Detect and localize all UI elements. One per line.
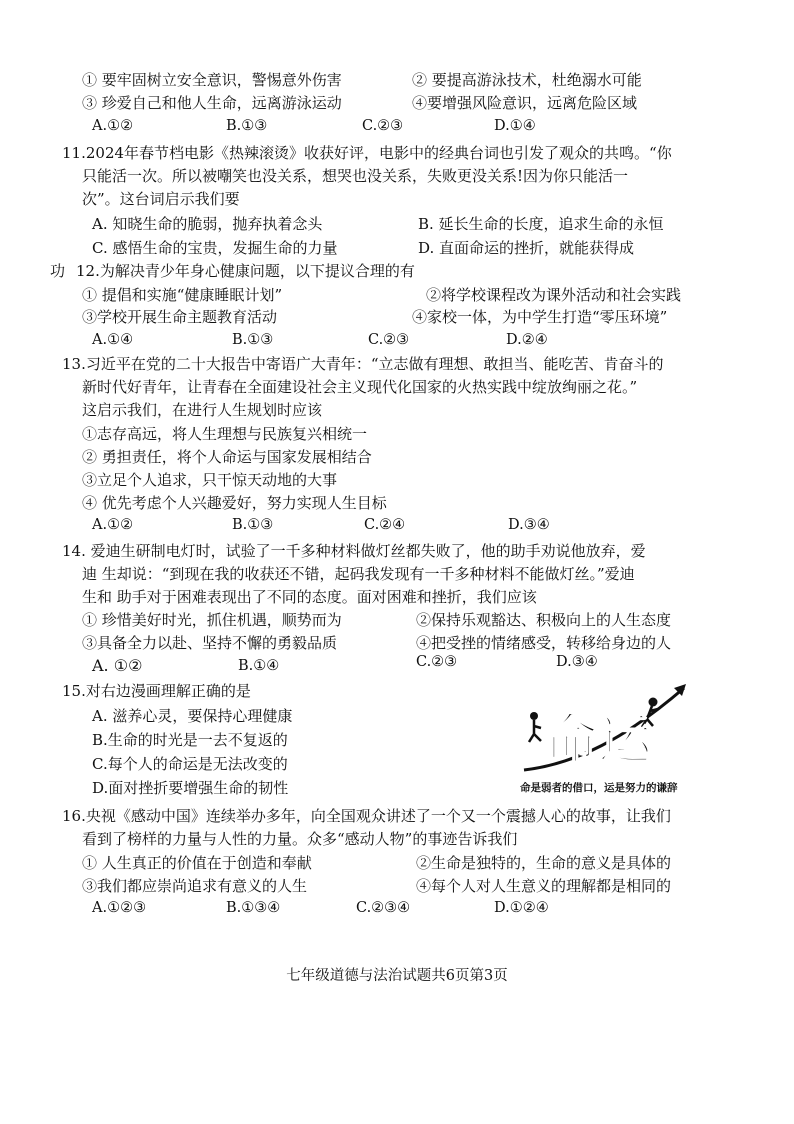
q12-stem: 12.为解决青少年身心健康问题，以下提议合理的有 <box>76 262 415 280</box>
q14-option-b: B.①④ <box>238 658 280 674</box>
q10-option-b: B.①③ <box>226 118 268 134</box>
q12-statement-2: ②将学校课程改为课外活动和社会实践 <box>426 286 682 304</box>
q11-stem-line-3: 次”。这台词启示我们要 <box>82 190 240 208</box>
q13-stem-line-3: 这启示我们，在进行人生规划时应该 <box>82 401 323 419</box>
q16-option-c: C.②③④ <box>356 900 411 916</box>
q11-option-b: B. 延长生命的长度，追求生命的永恒 <box>418 215 664 233</box>
q11-option-a: A. 知晓生命的脆弱，抛弃执着念头 <box>92 215 323 233</box>
q14-stem-line-1: 14. 爱迪生研制电灯时，试验了一千多种材料做灯丝都失败了，他的助手劝说他放弃，爱 <box>62 542 646 560</box>
q13-statement-3: ③立足个人追求，只干惊天动地的大事 <box>82 471 338 489</box>
q12-option-c: C.②③ <box>368 332 410 348</box>
q12-statement-1: ① 提倡和实施“健康睡眠计划” <box>82 286 283 304</box>
cartoon-caption: 命是弱者的借口，运是努力的谦辞 <box>520 782 678 794</box>
cartoon-title-text: 命运 <box>544 708 652 771</box>
q11-stem-line-2: 只能活一次。所以被嘲笑也没关系，想哭也没关系，失败更没关系!因为你只能活一 <box>82 167 629 185</box>
q10-statement-2: ② 要提高游泳技术，杜绝溺水可能 <box>412 71 642 89</box>
q13-statement-4: ④ 优先考虑个人兴趣爱好，努力实现人生目标 <box>82 494 387 512</box>
q13-option-b: B.①③ <box>232 517 274 533</box>
q14-option-d: D.③④ <box>556 654 598 670</box>
q10-option-a: A.①② <box>92 118 134 134</box>
q10-option-d: D.①④ <box>494 118 536 134</box>
q16-statement-3: ③我们都应崇尚追求有意义的人生 <box>82 877 308 895</box>
q16-stem-line-1: 16.央视《感动中国》连续举办多年，向全国观众讲述了一个又一个震撼人心的故事，让我们 <box>62 807 671 825</box>
q12-statement-4: ④家校一体，为中学生打造“零压环境” <box>412 308 668 326</box>
q13-statement-2: ② 勇担责任，将个人命运与国家发展相结合 <box>82 448 372 466</box>
q14-stem-line-3: 生和 助手对于困难表现出了不同的态度。面对困难和挫折，我们应该 <box>82 588 537 606</box>
q13-option-d: D.③④ <box>508 517 550 533</box>
cartoon-illustration <box>516 678 694 796</box>
q16-statement-4: ④每个人对人生意义的理解都是相同的 <box>416 877 672 895</box>
q16-option-d: D.①②④ <box>494 900 549 916</box>
page-footer: 七年级道德与法治试题共6页第3页 <box>286 968 508 984</box>
q12-option-a: A.①④ <box>92 332 134 348</box>
margin-mark: 功 <box>50 262 66 280</box>
q13-stem-line-1: 13.习近平在党的二十大报告中寄语广大青年：“立志做有理想、敢担当、能吃苦、肯奋斗的 <box>62 355 664 373</box>
q16-statement-2: ②生命是独特的，生命的意义是具体的 <box>416 854 672 872</box>
q13-option-a: A.①② <box>92 517 134 533</box>
q10-option-c: C.②③ <box>362 118 404 134</box>
q11-option-d: D. 直面命运的挫折，就能获得成 <box>418 239 635 257</box>
q16-option-b: B.①③④ <box>226 900 281 916</box>
q14-statement-4: ④把受挫的情绪感受，转移给身边的人 <box>416 634 672 652</box>
q14-stem-line-2: 迪 生却说：“到现在我的收获还不错，起码我发现有一千多种材料不能做灯丝。”爱迪 <box>82 565 635 583</box>
q12-statement-3: ③学校开展生命主题教育活动 <box>82 308 278 326</box>
q15-option-c: C.每个人的命运是无法改变的 <box>92 755 288 773</box>
q14-option-c: C.②③ <box>416 654 458 670</box>
q10-statement-1: ① 要牢固树立安全意识，警惕意外伤害 <box>82 71 342 89</box>
q14-statement-1: ① 珍惜美好时光，抓住机遇，顺势而为 <box>82 611 342 629</box>
sitting-figure-icon <box>529 712 541 742</box>
q10-statement-3: ③ 珍爱自己和他人生命，远离游泳运动 <box>82 94 342 112</box>
q14-option-a: A. ①② <box>92 656 143 675</box>
q13-stem-line-2: 新时代好青年，让青春在全面建设社会主义现代化国家的火热实践中绽放绚丽之花。” <box>82 378 638 396</box>
q10-statement-4: ④要增强风险意识，远离危险区域 <box>412 94 638 112</box>
q16-stem-line-2: 看到了榜样的力量与人性的力量。众多“感动人物”的事迹告诉我们 <box>82 830 518 848</box>
q12-option-d: D.②④ <box>506 332 548 348</box>
q14-statement-2: ②保持乐观豁达、积极向上的人生态度 <box>416 611 672 629</box>
q12-option-b: B.①③ <box>232 332 274 348</box>
q16-option-a: A.①②③ <box>92 900 147 916</box>
q15-option-a: A. 滋养心灵，要保持心理健康 <box>92 707 293 725</box>
q15-option-b: B.生命的时光是一去不复返的 <box>92 731 288 749</box>
q16-statement-1: ① 人生真正的价值在于创造和奉献 <box>82 854 312 872</box>
q14-statement-3: ③具备全力以赴、坚持不懈的勇毅品质 <box>82 634 338 652</box>
q13-option-c: C.②④ <box>364 517 406 533</box>
q11-stem-line-1: 11.2024年春节档电影《热辣滚烫》收获好评，电影中的经典台词也引发了观众的共鸣。“你 <box>62 144 672 162</box>
q11-option-c: C. 感悟生命的宝贵，发掘生命的力量 <box>92 239 338 257</box>
q13-statement-1: ①志存高远，将人生理想与民族复兴相统一 <box>82 425 368 443</box>
q15-option-d: D.面对挫折要增强生命的韧性 <box>92 779 289 797</box>
q15-stem: 15.对右边漫画理解正确的是 <box>62 682 251 700</box>
